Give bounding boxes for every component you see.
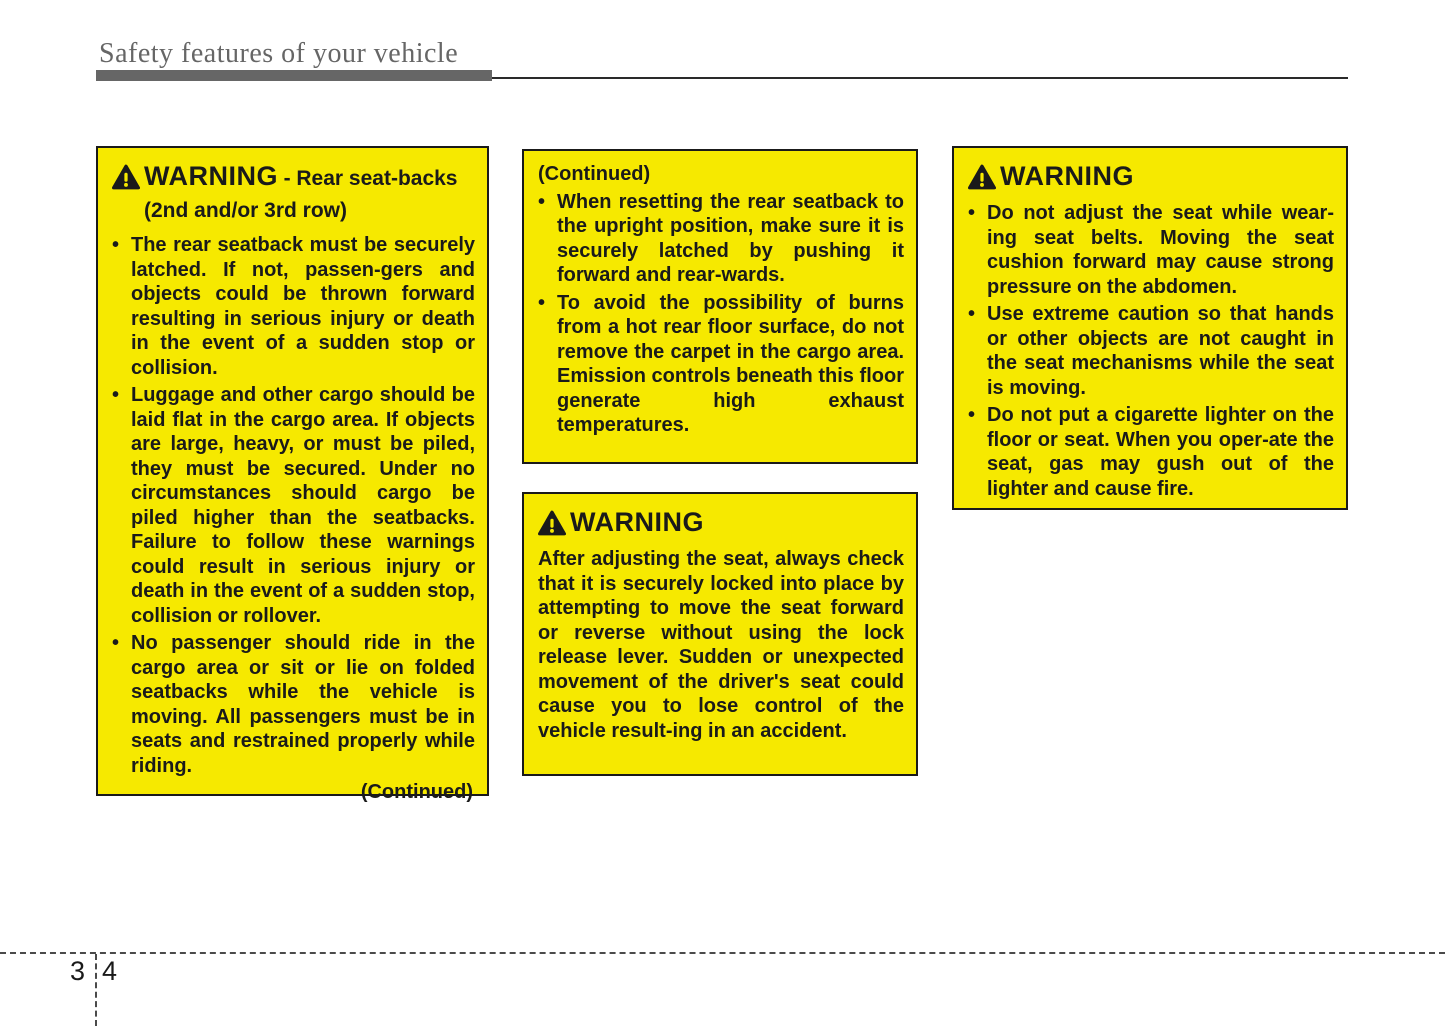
header-rule — [492, 77, 1348, 79]
warning-box-seat-adjust-cautions — [952, 146, 1348, 510]
warning-bullet — [538, 190, 904, 288]
bullet-marker: • — [538, 291, 546, 314]
bullet-text: When resetting the rear seatback to the upright position, make sure it is securely latched by pushing it forward and rear-wards. — [557, 190, 904, 286]
warning-heading — [968, 161, 1334, 195]
warning-bullet — [538, 291, 904, 438]
bullet-marker: • — [112, 384, 120, 406]
bullet-text: The rear seatback must be securely latched. If not, passen-gers and objects could be thrown forward resulting in serious injury or death in the event of a sudden stop or collision. — [131, 234, 475, 379]
page-title: Safety features of your vehicle — [99, 38, 459, 69]
footer-dashed-rule — [0, 952, 1445, 954]
bullet-text: Use extreme caution so that hands or other objects are not caught in the seat mechanisms while the seat is moving. — [987, 303, 1334, 399]
warning-body: After adjusting the seat, always check that it is securely locked into place by attempting to move the seat forward or reverse without using the lock release lever. Sudden or unexpected movement of the driver's seat could cause you to lose control of the vehicle result-ing in an accident. — [538, 548, 904, 742]
bullet-text: Do not adjust the seat while wear-ing seat belts. Moving the seat cushion forward may cause strong pressure on the abdomen. — [987, 202, 1334, 298]
warning-bullet — [112, 383, 475, 628]
warning-heading-text — [144, 161, 475, 227]
warning-box-seat-adjust-lock — [522, 492, 918, 776]
warning-title: WARNING — [570, 507, 704, 537]
bullet-text: Luggage and other cargo should be laid flat in the cargo area. If objects are large, heavy, or must be piled, they must be secured. Under no circumstances should cargo be piled higher than the seatbacks. Failure to follow these warnings could result in serious injury or death in the event of a sudden stop, collision or rollover. — [131, 384, 475, 627]
bullet-text: To avoid the possibility of burns from a hot rear floor surface, do not remove the carpet in the cargo area. Emission controls beneath this floor generate high exhaust temperatures. — [557, 291, 904, 436]
warning-title-suffix: - Rear seat-backs (2nd and/or 3rd row) — [144, 167, 458, 222]
warning-title: WARNING — [1000, 161, 1134, 191]
warning-heading — [112, 161, 475, 227]
warning-bullet — [112, 233, 475, 380]
warning-bullet — [112, 631, 475, 778]
warning-heading-text — [570, 507, 904, 541]
bullet-text: No passenger should ride in the cargo area or sit or lie on folded seatbacks while the vehicle is moving. All passengers must be in seats and restrained properly while riding. — [131, 632, 475, 777]
bullet-marker: • — [538, 190, 546, 213]
page-number: 4 — [102, 956, 118, 986]
bullet-marker: • — [968, 404, 976, 426]
warning-bullet — [968, 403, 1334, 501]
bullet-marker: • — [968, 202, 976, 224]
bullet-marker: • — [112, 234, 120, 256]
warning-triangle-icon — [112, 161, 144, 190]
bullet-text: Do not put a cigarette lighter on the floor or seat. When you oper-ate the seat, gas may gush out of the lighter and cause fire. — [987, 404, 1334, 500]
warning-triangle-icon — [538, 507, 570, 536]
bullet-marker: • — [968, 303, 976, 325]
header-bar — [96, 70, 492, 81]
continued-label: (Continued) — [538, 163, 651, 185]
warning-bullet — [968, 201, 1334, 299]
warning-heading — [538, 507, 904, 541]
footer-divider-line — [95, 954, 97, 1026]
warning-bullet — [968, 302, 1334, 400]
chapter-number: 3 — [70, 956, 86, 986]
warning-heading-text — [1000, 161, 1334, 195]
warning-box-rear-seatbacks-continued — [522, 149, 918, 464]
warning-title: WARNING — [144, 161, 278, 191]
bullet-marker: • — [112, 632, 120, 654]
warning-triangle-icon — [968, 161, 1000, 190]
continued-footer: (Continued) — [360, 781, 473, 803]
warning-box-rear-seatbacks — [96, 146, 489, 803]
